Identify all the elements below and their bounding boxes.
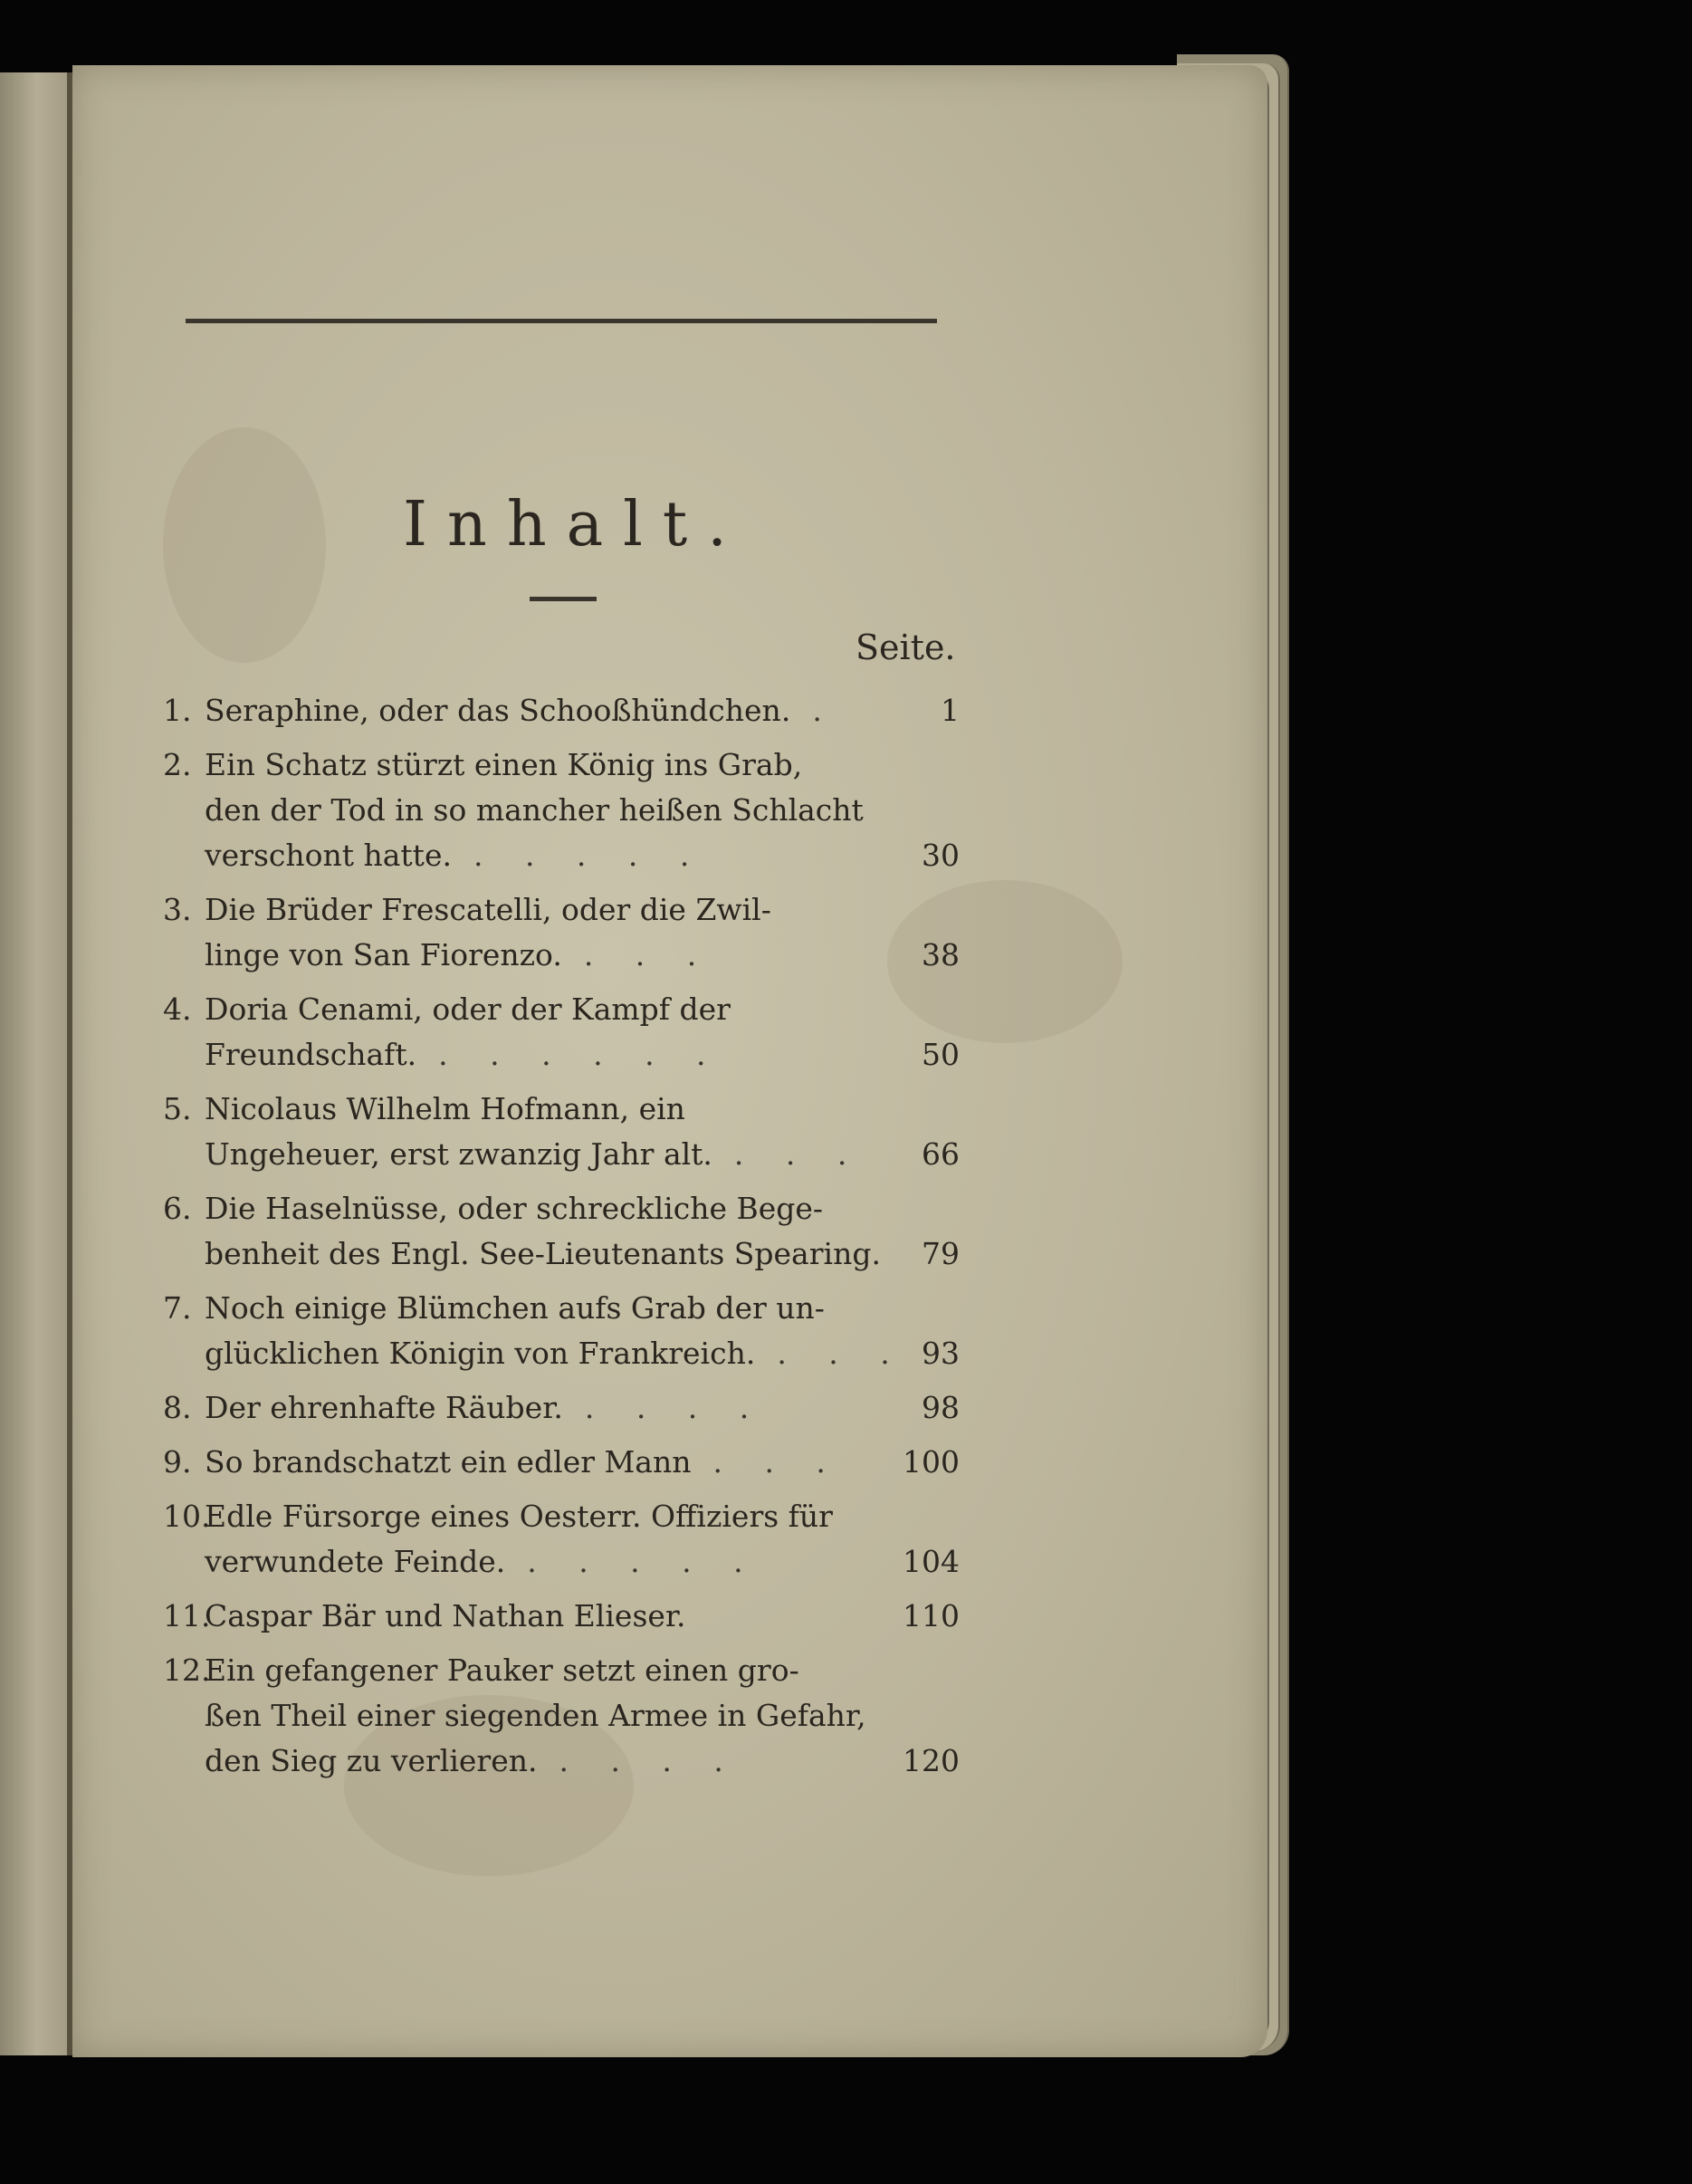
toc-entry-title: linge von San Fiorenzo.	[205, 937, 562, 972]
toc-entry-line	[163, 1739, 887, 1784]
toc-entry-line	[163, 1032, 887, 1078]
page-column-header: Seite.	[856, 627, 956, 667]
toc-page-number: 98	[922, 1390, 960, 1425]
toc-entry-title: Noch einige Blümchen aufs Grab der un-	[205, 1290, 825, 1326]
toc-entry	[163, 1594, 960, 1639]
toc-entry	[163, 1186, 960, 1277]
toc-leader-dots: . . . . .	[527, 1544, 760, 1579]
toc-entry-title: den Sieg zu verlieren.	[205, 1743, 538, 1778]
toc-entry-title: Ein gefangener Pauker setzt einen gro-	[205, 1652, 799, 1688]
title-rule	[530, 597, 597, 601]
toc-entry	[163, 887, 960, 978]
page-title: Inhalt.	[403, 489, 747, 560]
toc-entry-title: Caspar Bär und Nathan Elieser.	[205, 1598, 686, 1633]
toc-entry-line	[163, 1132, 887, 1177]
toc-entry-line	[163, 1231, 887, 1277]
toc-entry-title: Die Haselnüsse, oder schreckliche Bege-	[205, 1191, 824, 1226]
toc-entry-title: Ein Schatz stürzt einen König ins Grab,	[205, 747, 803, 782]
toc-entry-title: Edle Fürsorge eines Oesterr. Offiziers für	[205, 1499, 833, 1534]
toc-entry-title: Doria Cenami, oder der Kampf der	[205, 991, 731, 1027]
toc-leader-dots: . . .	[733, 1136, 864, 1172]
toc-entry-title: So brandschatzt ein edler Mann	[205, 1444, 692, 1480]
toc-page-number: 1	[941, 693, 960, 728]
toc-leader-dots: . . .	[583, 937, 713, 972]
toc-entry	[163, 1087, 960, 1177]
toc-leader-dots: .	[812, 693, 838, 728]
toc-entry	[163, 987, 960, 1078]
toc-page-number: 93	[922, 1336, 960, 1371]
toc-page-number: 79	[922, 1236, 960, 1271]
toc-page-number: 50	[922, 1037, 960, 1072]
toc-entry-line	[163, 1186, 887, 1231]
toc-leader-dots: . . . .	[559, 1743, 740, 1778]
toc-entry-title: den der Tod in so mancher heißen Schlacht	[205, 792, 864, 828]
toc-entry-line	[163, 1286, 887, 1331]
toc-entry-title: benheit des Engl. See-Lieutenants Spearing.	[205, 1236, 881, 1271]
toc-entry-line	[163, 742, 887, 788]
toc-entry-number: 6.	[163, 1191, 192, 1226]
toc-entry	[163, 688, 960, 733]
table-of-contents	[163, 688, 960, 1793]
toc-entry-title: verwundete Feinde.	[205, 1544, 506, 1579]
toc-entry-title: verschont hatte.	[205, 838, 452, 873]
toc-entry-line	[163, 833, 887, 878]
toc-entry-number: 11.	[163, 1598, 211, 1633]
top-rule	[186, 319, 937, 323]
toc-entry-line	[163, 987, 887, 1032]
toc-entry-line	[163, 1385, 887, 1431]
toc-entry-line	[163, 1494, 887, 1539]
toc-entry	[163, 1648, 960, 1784]
toc-entry-line	[163, 1440, 887, 1485]
toc-page-number: 120	[903, 1743, 960, 1778]
toc-entry-line	[163, 1539, 887, 1585]
toc-entry-line	[163, 933, 887, 978]
toc-entry-number: 2.	[163, 747, 192, 782]
toc-entry-line	[163, 887, 887, 933]
toc-entry-line	[163, 1693, 887, 1739]
toc-page-number: 104	[903, 1544, 960, 1579]
toc-entry-number: 10.	[163, 1499, 211, 1534]
toc-entry	[163, 742, 960, 878]
toc-entry-line	[163, 1331, 906, 1376]
toc-entry-line	[163, 788, 887, 833]
toc-entry-number: 8.	[163, 1390, 192, 1425]
toc-leader-dots: . . . .	[584, 1390, 766, 1425]
toc-page-number: 100	[903, 1444, 960, 1480]
toc-entry-title: Seraphine, oder das Schooßhündchen.	[205, 693, 791, 728]
toc-entry-line	[163, 1648, 887, 1693]
toc-entry-number: 4.	[163, 991, 192, 1027]
toc-entry	[163, 1286, 960, 1376]
toc-entry-number: 7.	[163, 1290, 192, 1326]
toc-entry-line	[163, 1087, 887, 1132]
toc-entry-title: Ungeheuer, erst zwanzig Jahr alt.	[205, 1136, 712, 1172]
toc-entry	[163, 1440, 960, 1485]
toc-leader-dots: . . . . . .	[438, 1037, 722, 1072]
toc-entry-title: glücklichen Königin von Frankreich.	[205, 1336, 756, 1371]
toc-entry-title: Die Brüder Frescatelli, oder die Zwil-	[205, 892, 771, 927]
toc-page-number: 110	[903, 1598, 960, 1633]
toc-entry-number: 9.	[163, 1444, 192, 1480]
toc-entry-number: 5.	[163, 1091, 192, 1126]
toc-leader-dots: . . . . .	[473, 838, 706, 873]
toc-entry	[163, 1385, 960, 1431]
toc-entry-title: Freundschaft.	[205, 1037, 417, 1072]
toc-entry-number: 12.	[163, 1652, 211, 1688]
toc-entry	[163, 1494, 960, 1585]
toc-entry-line	[163, 688, 887, 733]
toc-leader-dots: . . .	[712, 1444, 842, 1480]
toc-page-number: 30	[922, 838, 960, 873]
toc-page-number: 66	[922, 1136, 960, 1172]
toc-entry-title: Nicolaus Wilhelm Hofmann, ein	[205, 1091, 685, 1126]
facing-page-edge	[0, 72, 70, 2055]
toc-leader-dots: . . .	[777, 1336, 906, 1371]
toc-entry-number: 1.	[163, 693, 192, 728]
toc-page-number: 38	[922, 937, 960, 972]
toc-entry-title: ßen Theil einer siegenden Armee in Gefahr,	[205, 1698, 866, 1733]
toc-entry-line	[163, 1594, 887, 1639]
toc-entry-number: 3.	[163, 892, 192, 927]
toc-entry-title: Der ehrenhafte Räuber.	[205, 1390, 563, 1425]
